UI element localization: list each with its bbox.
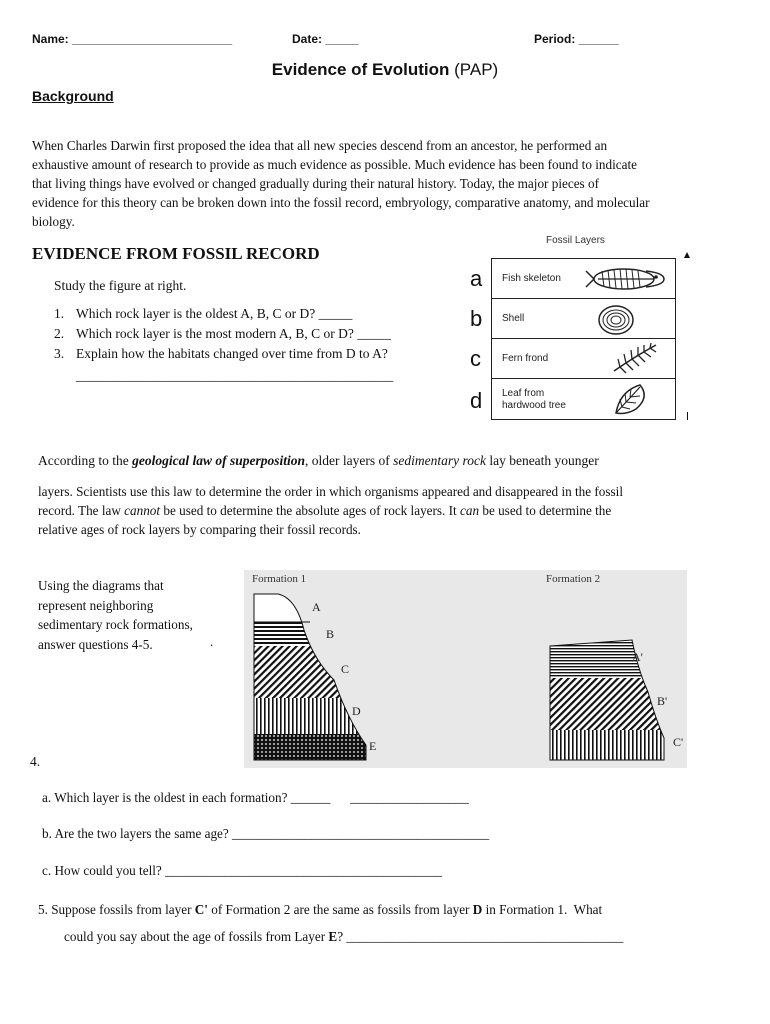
question-4b: b. Are the two layers the same age? _______________________________________ <box>42 826 490 841</box>
f1-layer-E: E <box>369 739 377 753</box>
fossil-questions <box>54 304 454 364</box>
period-field: Period: ______ <box>534 32 619 46</box>
answer-4a-blank-2[interactable]: _______ <box>350 790 397 805</box>
answer-4a-blank-3[interactable]: ___________ <box>396 790 469 805</box>
answer-4a-blank-1[interactable]: ______ <box>290 790 331 805</box>
fossil-record-heading: EVIDENCE FROM FOSSIL RECORD <box>32 244 320 263</box>
leaf-icon <box>610 381 656 417</box>
f2-layer-A-prime: A' <box>632 650 643 664</box>
stray-dot: . <box>210 634 214 649</box>
superposition-paragraph: layers. Scientists use this law to determine the order in which organisms appeared and disappeared in the fossil record. The law cannot be used to determine the absolute ages of rock layers. It can be used to determine the relative ages of rock layers by comparing their fossil records. <box>38 484 623 537</box>
question-1: 1. Which rock layer is the oldest A, B, C or D? _____ <box>54 306 353 321</box>
layer-a-label: Fish skeleton <box>502 273 561 284</box>
layer-b-label: Shell <box>502 313 525 324</box>
fern-icon <box>610 341 660 375</box>
answer-line-3[interactable]: _______________________________________________ <box>76 368 394 383</box>
formations-diagram <box>244 570 687 768</box>
f2-layer-C-prime: C' <box>673 735 684 749</box>
name-field: Name: ________________________ <box>32 32 233 46</box>
question-3: 3. Explain how the habitats changed over time from D to A? <box>54 346 388 361</box>
layer-letter-b: b <box>470 306 483 331</box>
formation-instructions: Using the diagrams that represent neighboring sedimentary rock formations, answer questions 4-5. <box>38 578 193 652</box>
formations-figure <box>244 570 687 768</box>
question-5-line-2: could you say about the age of fossils from Layer E? __________________________________________ <box>64 929 624 944</box>
superposition-line-1: According to the geological law of superposition, older layers of sedimentary rock lay beneath younger <box>38 453 599 468</box>
fossil-layers-title: Fossil Layers <box>546 235 605 246</box>
f2-layer-B-prime: B' <box>657 694 668 708</box>
formation-2-title: Formation 2 <box>546 573 601 585</box>
arrow-tail <box>687 412 688 420</box>
formation-1-title: Formation 1 <box>252 573 307 585</box>
formation-2-layers <box>550 636 670 760</box>
background-heading: Background <box>32 88 114 104</box>
study-figure-text: Study the figure at right. <box>54 278 187 293</box>
arrow-up-icon <box>684 252 690 258</box>
layer-d-label: Leaf from hardwood tree <box>502 388 566 411</box>
shell-icon <box>596 301 636 337</box>
question-2: 2. Which rock layer is the most modern A, B, C or D? _____ <box>54 326 391 341</box>
layer-letter-c: c <box>470 346 481 371</box>
fossil-layers-figure <box>491 258 676 420</box>
background-paragraph: When Charles Darwin first proposed the idea that all new species descend from an ancestor, he performed an exhaustive amount of research to provide as much evidence as possible. Much evidence has been found to indicate that living things have evolved or changed gradually during their natural history. Today, the major pieces of evidence for this theory can be broken down into the fossil record, embryology, comparative anatomy, and molecular biology. <box>32 138 650 229</box>
answer-4c-blank[interactable]: __________________________________________ <box>165 863 442 878</box>
question-5-line-1: 5. Suppose fossils from layer C' of Formation 2 are the same as fossils from layer D in Formation 1. What <box>38 902 603 917</box>
answer-5-blank[interactable]: ? __________________________________________ <box>337 929 624 944</box>
date-field: Date: _____ <box>292 32 359 46</box>
f1-layer-D: D <box>352 704 361 718</box>
fish-skeleton-icon <box>584 263 668 295</box>
layer-c-label: Fern frond <box>502 353 549 364</box>
question-4-number: 4. <box>30 754 41 769</box>
f1-layer-A: A <box>312 600 321 614</box>
answer-4b-blank-2[interactable]: _____________________________ <box>297 826 490 841</box>
page-title: Evidence of Evolution (PAP) <box>271 60 499 79</box>
answer-4b-blank[interactable]: __________ <box>232 826 298 841</box>
question-4c: c. How could you tell? __________________________________________ <box>42 863 442 878</box>
f1-layer-B: B <box>326 627 335 641</box>
layer-letter-d: d <box>470 388 483 413</box>
formation-1-layers <box>254 590 377 760</box>
question-4a: a. Which layer is the oldest in each formation? ______ __________________ <box>42 790 469 805</box>
layer-letter-a: a <box>470 266 483 291</box>
f1-layer-C: C <box>341 662 350 676</box>
